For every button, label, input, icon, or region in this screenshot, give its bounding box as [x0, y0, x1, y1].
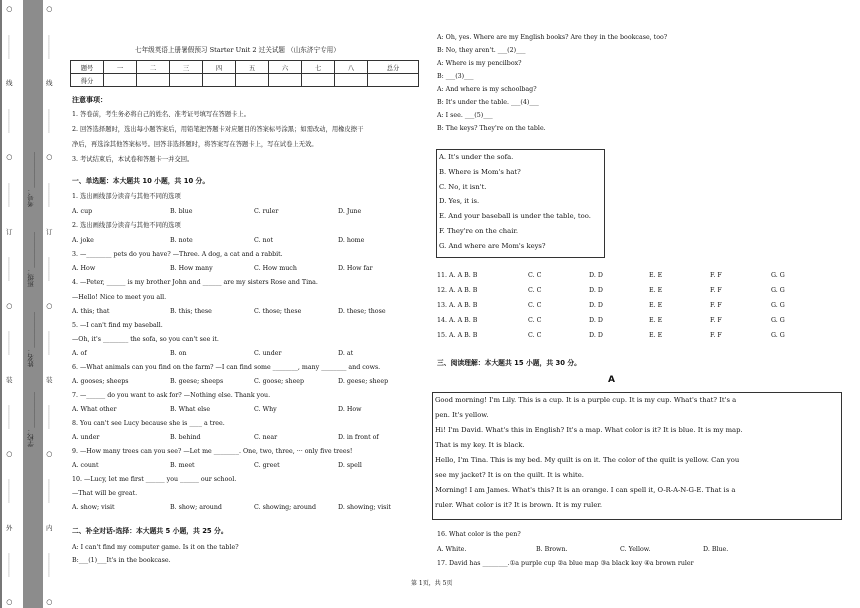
question-10-reply: —That will be great.	[72, 490, 138, 497]
answer-option[interactable]: E. E	[649, 317, 663, 324]
answer-option[interactable]: C. C	[528, 332, 542, 339]
binding-ring-icon: ○	[6, 598, 13, 606]
dialogue-line: B: The keys? They're on the table.	[437, 125, 546, 132]
option-1c[interactable]: C. ruler	[254, 208, 279, 215]
passage-line: That is my key. It is black.	[435, 441, 525, 449]
option-10c[interactable]: C. showing; around	[254, 504, 316, 511]
notes-heading: 注意事项：	[72, 96, 107, 104]
score-cell: 总分	[368, 61, 419, 74]
dialogue-option: F. They're on the chair.	[439, 226, 519, 235]
answer-option[interactable]: G. G	[771, 332, 785, 339]
binding-dots: …………	[6, 256, 14, 281]
option-4d[interactable]: D. these; those	[338, 308, 386, 315]
class-field[interactable]: 班级：___________	[27, 232, 35, 288]
answer-option[interactable]: E. E	[649, 272, 663, 279]
dialogue-option: A. It's under the sofa.	[439, 153, 514, 161]
option-3a[interactable]: A. How	[72, 265, 96, 272]
answer-option[interactable]: 12. A. A B. B	[437, 287, 478, 294]
binding-ring-icon: ○	[46, 153, 53, 162]
binding-ring-icon: ○	[6, 449, 13, 458]
answer-option[interactable]: 14. A. A B. B	[437, 317, 478, 324]
binding-ring-icon: ○	[6, 301, 13, 310]
binding-dots: …………	[6, 182, 14, 207]
binding-dots: …………	[6, 405, 14, 430]
notes-item: 净后，再选涂其他答案标号。回答非选择题时，将答案写在答题卡上，写在试卷上无效。	[72, 141, 318, 148]
answer-option[interactable]: C. C	[528, 272, 542, 279]
passage-line: pen. It's yellow.	[435, 411, 489, 419]
binding-dots: …………	[46, 108, 54, 133]
score-cell: 四	[203, 61, 236, 74]
inner-word-nei: 内	[46, 524, 53, 533]
option-8d[interactable]: D. in front of	[338, 434, 379, 441]
binding-ring-icon: ○	[46, 449, 53, 458]
reading-passage-box	[432, 392, 842, 520]
binding-dots: …………	[46, 256, 54, 281]
answer-option[interactable]: F. F	[710, 317, 722, 324]
option-5a[interactable]: A. of	[72, 350, 87, 357]
outer-word-ding: 订	[6, 227, 13, 236]
option-9d[interactable]: D. spell	[338, 462, 362, 469]
answer-option[interactable]: 13. A. A B. B	[437, 302, 478, 309]
binding-dots: …………	[46, 479, 54, 504]
question-6: 6. —What animals can you find on the farm? —I can find some ________, many ________ and cows.	[72, 364, 381, 371]
section2-heading: 二、补全对话-选择：本大题共 5 小题，共 25 分。	[72, 527, 228, 535]
dialogue-option: C. No, it isn't.	[439, 182, 487, 191]
binding-ring-icon: ○	[46, 5, 53, 13]
option-8b[interactable]: B. behind	[170, 434, 201, 441]
notes-item: 3. 考试结束后，本试卷和答题卡一并交回。	[72, 156, 194, 163]
question-2: 2. 选出画线部分读音与其他不同的选项	[72, 222, 181, 229]
question-7: 7. —______ do you want to ask for? —Nothing else. Thank you.	[72, 392, 271, 399]
option-2c[interactable]: C. not	[254, 237, 273, 244]
passage-line: see my jacket? It is on the quilt. It is white.	[435, 471, 584, 479]
score-cell: 七	[302, 61, 335, 74]
score-cell: 三	[170, 61, 203, 74]
passage-line: ruler. What color is it? It is brown. It is my ruler.	[435, 501, 602, 509]
score-cell[interactable]	[335, 74, 368, 87]
option-16b[interactable]: B. Brown.	[536, 546, 568, 553]
question-4: 4. —Peter, ______ is my brother John and ______ are my sisters Rose and Tina.	[72, 279, 318, 286]
section3-heading: 三、阅读理解：本大题共 15 小题，共 30 分。	[437, 359, 581, 367]
option-2b[interactable]: B. note	[170, 237, 193, 244]
answer-option[interactable]: F. F	[710, 287, 722, 294]
option-2a[interactable]: A. joke	[72, 237, 94, 244]
question-8: 8. You can't see Lucy because she is ____ a tree.	[72, 420, 225, 427]
option-16c[interactable]: C. Yellow.	[620, 546, 651, 553]
exam-title: 七年级英语上册暑假预习 Starter Unit 2 过关试题 （山东济宁专用）	[135, 46, 340, 54]
option-10a[interactable]: A. show; visit	[72, 504, 115, 511]
option-6d[interactable]: D. geese; sheep	[338, 378, 389, 385]
question-9: 9. —How many trees can you see? —Let me ________. One, two, three, ··· only five trees!	[72, 448, 353, 455]
option-7b[interactable]: B. What else	[170, 406, 211, 413]
score-cell: 得分	[71, 74, 104, 87]
outer-word-zhuang: 装	[6, 375, 13, 384]
dialogue-option: B. Where is Mom's hat?	[439, 167, 521, 176]
option-4c[interactable]: C. those; these	[254, 308, 302, 315]
answer-option[interactable]: D. D	[589, 317, 603, 324]
outer-word-xian: 线	[6, 79, 13, 88]
option-3d[interactable]: D. How far	[338, 265, 373, 272]
dialogue-option: G. And where are Mom's keys?	[439, 241, 546, 250]
notes-item: 1. 答卷前，考生务必将自己的姓名、准考证号填写在答题卡上。	[72, 111, 251, 118]
answer-option[interactable]: E. E	[649, 287, 663, 294]
score-header-row	[71, 61, 419, 74]
binding-ring-icon: ○	[46, 598, 53, 606]
dialogue-line: A: I can't find my computer game. Is it on the table?	[72, 544, 239, 551]
binding-dots: …………	[6, 108, 14, 133]
score-cell: 六	[269, 61, 302, 74]
score-cell: 一	[104, 61, 137, 74]
dialogue-line: B: It's under the table. ___(4)___	[437, 99, 539, 106]
score-cell[interactable]	[302, 74, 335, 87]
score-cell[interactable]	[104, 74, 137, 87]
exam-number-field[interactable]: 考号：___________	[27, 152, 35, 208]
dialogue-line: B:___(1)___It's in the bookcase.	[72, 557, 171, 564]
answer-option[interactable]: F. F	[710, 332, 722, 339]
outer-word-wai: 外	[6, 524, 13, 533]
option-6c[interactable]: C. goose; sheep	[254, 378, 305, 385]
option-1b[interactable]: B. blue	[170, 208, 193, 215]
option-8a[interactable]: A. under	[72, 434, 100, 441]
option-7a[interactable]: A. What other	[72, 406, 117, 413]
binding-dots: …………	[46, 331, 54, 356]
dialogue-option: D. Yes, it is.	[439, 197, 480, 206]
question-16: 16. What color is the pen?	[437, 531, 521, 538]
answer-option[interactable]: E. E	[649, 332, 663, 339]
question-5-reply: —Oh, it's ________ the sofa, so you can't see it.	[72, 336, 219, 343]
answer-option[interactable]: C. C	[528, 287, 542, 294]
answer-option[interactable]: D. D	[589, 272, 603, 279]
answer-option[interactable]: D. D	[589, 287, 603, 294]
option-3c[interactable]: C. How much	[254, 265, 297, 272]
binding-ring-icon: ○	[6, 153, 13, 162]
answer-option[interactable]: 15. A. A B. B	[437, 332, 478, 339]
score-cell: 五	[236, 61, 269, 74]
option-5d[interactable]: D. at	[338, 350, 354, 357]
answer-option[interactable]: E. E	[649, 302, 663, 309]
dialogue-line: A: Oh, yes. Where are my English books? Are they in the bookcase, too?	[437, 34, 668, 41]
question-4-reply: —Hello! Nice to meet you all.	[72, 294, 167, 301]
binding-dots: …………	[46, 182, 54, 207]
option-7c[interactable]: C. Why	[254, 406, 277, 413]
score-cell[interactable]	[236, 74, 269, 87]
score-value-row	[71, 74, 419, 87]
option-7d[interactable]: D. How	[338, 406, 362, 413]
option-8c[interactable]: C. near	[254, 434, 278, 441]
option-1d[interactable]: D. June	[338, 208, 362, 215]
question-3: 3. —________ pets do you have? —Three. A dog, a cat and a rabbit.	[72, 251, 283, 258]
dialogue-line: A: Where is my pencilbox?	[437, 60, 522, 67]
answer-option[interactable]: G. G	[771, 272, 785, 279]
passage-title: A	[608, 375, 615, 385]
answer-option[interactable]: G. G	[771, 287, 785, 294]
option-6b[interactable]: B. geese; sheeps	[170, 378, 224, 385]
option-6a[interactable]: A. gooses; sheeps	[72, 378, 129, 385]
binding-ring-icon: ○	[46, 301, 53, 310]
option-4b[interactable]: B. this; these	[170, 308, 212, 315]
binding-dots: …………	[46, 405, 54, 430]
inner-word-zhuang: 装	[46, 375, 53, 384]
option-1a[interactable]: A. cup	[72, 208, 93, 215]
option-10d[interactable]: D. showing; visit	[338, 504, 391, 511]
question-5: 5. —I can't find my baseball.	[72, 322, 163, 329]
passage-line: Hello, I'm Tina. This is my bed. My quilt is on it. The color of the quilt is yellow. Can you	[435, 456, 740, 464]
score-cell: 八	[335, 61, 368, 74]
score-cell[interactable]	[170, 74, 203, 87]
name-field[interactable]: 姓名：___________	[27, 312, 35, 368]
option-9a[interactable]: A. count	[72, 462, 99, 469]
answer-option[interactable]: C. C	[528, 317, 542, 324]
option-10b[interactable]: B. show; around	[170, 504, 222, 511]
answer-option[interactable]: G. G	[771, 302, 785, 309]
score-cell[interactable]	[137, 74, 170, 87]
option-9c[interactable]: C. greet	[254, 462, 280, 469]
score-table	[70, 60, 419, 87]
binding-dots: …………	[46, 553, 54, 578]
passage-line: Good morning! I'm Lily. This is a cup. It is a purple cup. It is my cup. What's that? It's a	[435, 396, 737, 404]
dialogue-line: A: I see. ___(5)___	[437, 112, 493, 119]
binding-ring-icon: ○	[6, 5, 13, 13]
answer-option[interactable]: D. D	[589, 302, 603, 309]
option-2d[interactable]: D. home	[338, 237, 365, 244]
score-cell: 题号	[71, 61, 104, 74]
dialogue-line: B: ___(3)___	[437, 73, 474, 80]
score-cell[interactable]	[368, 74, 419, 87]
binding-dots: …………	[46, 34, 54, 59]
binding-dots: …………	[6, 553, 14, 578]
binding-dots: …………	[6, 331, 14, 356]
dialogue-options-box	[436, 149, 605, 258]
option-9b[interactable]: B. meet	[170, 462, 195, 469]
page-footer: 第 1页，共 5页	[411, 580, 453, 587]
question-1: 1. 选出画线部分读音与其他不同的选项	[72, 193, 181, 200]
score-cell[interactable]	[269, 74, 302, 87]
passage-line: Morning! I am James. What's this? It is an orange. I can spell it, O-R-A-N-G-E. That is a	[435, 486, 736, 494]
binding-dots: …………	[6, 34, 14, 59]
option-5b[interactable]: B. on	[170, 350, 187, 357]
dialogue-line: B: No, they aren't. ___(2)___	[437, 47, 526, 54]
answer-option[interactable]: 11. A. A B. B	[437, 272, 478, 279]
binding-dots: …………	[6, 479, 14, 504]
option-16a[interactable]: A. White.	[437, 546, 467, 553]
option-4a[interactable]: A. this; that	[72, 308, 110, 315]
school-field[interactable]: 学校：___________	[27, 392, 35, 448]
option-16d[interactable]: D. Blue.	[703, 546, 729, 553]
section1-heading: 一、单选题：本大题共 10 小题，共 10 分。	[72, 177, 210, 185]
question-10: 10. —Lucy, let me first ______ you ______ our school.	[72, 476, 237, 483]
option-3b[interactable]: B. How many	[170, 265, 213, 272]
question-17: 17. David has ________.①a purple cup ②a blue map ③a black key ④a brown ruler	[437, 560, 694, 567]
dialogue-line: A: And where is my schoolbag?	[437, 86, 537, 93]
answer-option[interactable]: C. C	[528, 302, 542, 309]
answer-option[interactable]: F. F	[710, 302, 722, 309]
option-5c[interactable]: C. under	[254, 350, 282, 357]
inner-word-xian: 线	[46, 79, 53, 88]
score-cell: 二	[137, 61, 170, 74]
notes-item: 2. 回答选择题时，选出每小题答案后，用铅笔把答题卡对应题目的答案标号涂黑；如需改动，用橡皮擦干	[72, 126, 364, 133]
inner-word-ding: 订	[46, 227, 53, 236]
answer-option[interactable]: G. G	[771, 317, 785, 324]
score-cell[interactable]	[203, 74, 236, 87]
dialogue-option: E. And your baseball is under the table, too.	[439, 212, 591, 221]
answer-option[interactable]: D. D	[589, 332, 603, 339]
passage-line: Hi! I'm David. What's this in English? It's a map. What color is it? It is blue. It is my map.	[435, 426, 743, 434]
answer-option[interactable]: F. F	[710, 272, 722, 279]
